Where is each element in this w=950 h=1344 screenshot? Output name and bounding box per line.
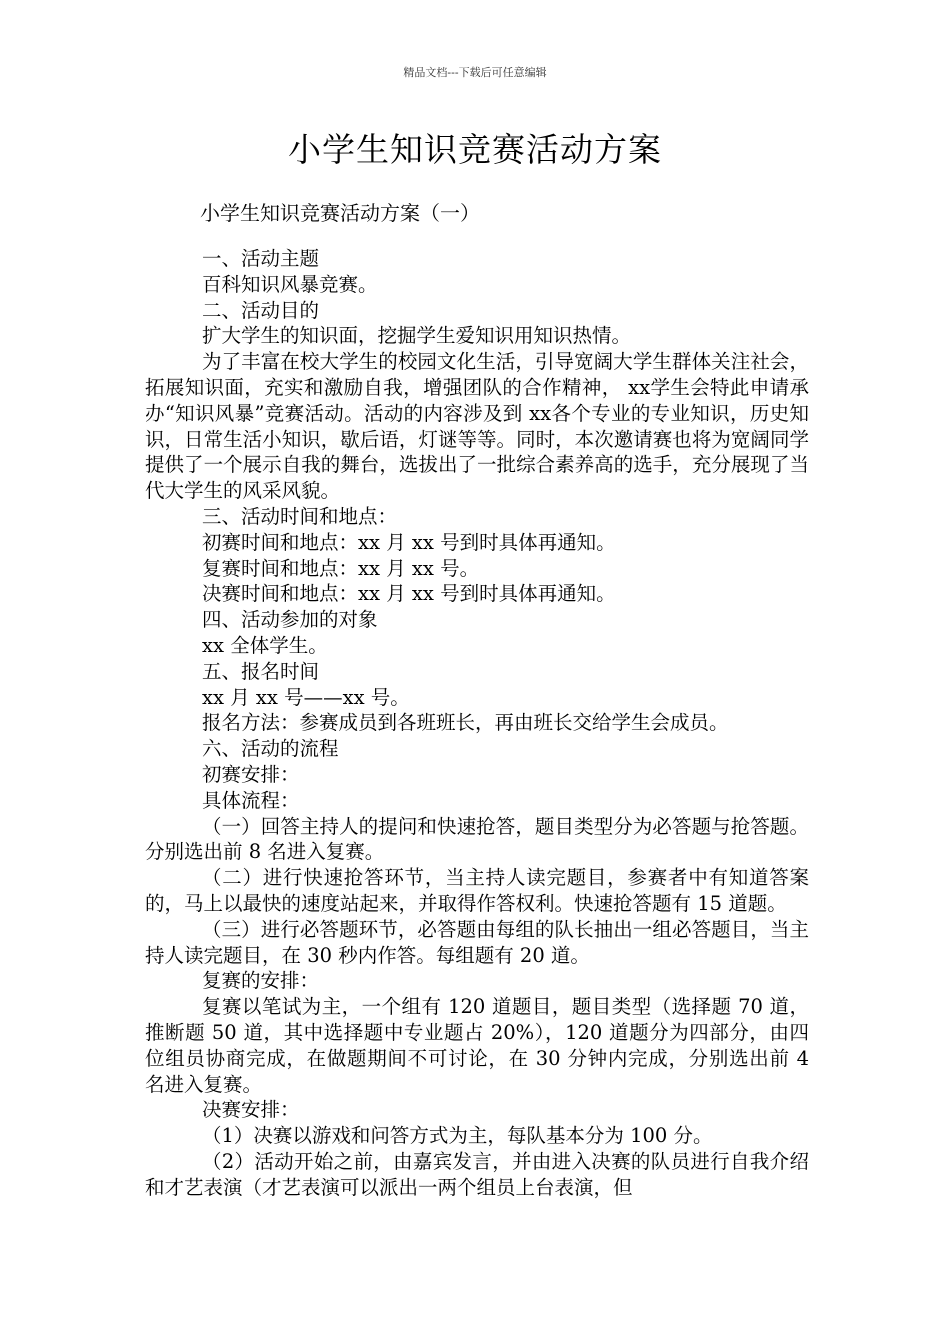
section-heading: 五、报名时间 — [202, 659, 320, 683]
paragraph: 扩大学生的知识面，挖掘学生爱知识用知识热情。 — [202, 324, 632, 348]
paragraph: 决赛安排： — [202, 1098, 300, 1122]
paragraph: 具体流程： — [202, 788, 300, 812]
section-heading: 一、活动主题 — [202, 247, 320, 270]
paragraph: （一）回答主持人的提问和快速抢答，题目类型分为必答题与抢答题。分别选出前 8 名进入复赛。 — [145, 814, 809, 864]
paragraph: （三）进行必答题环节，必答题由每组的队长抽出一组必答题目，当主持人读完题目，在 30 秒内作答。每组题有 20 道。 — [145, 917, 809, 967]
document-title: 小学生知识竞赛活动方案 — [288, 130, 662, 169]
document-subtitle: 小学生知识竞赛活动方案（一） — [200, 201, 480, 225]
document-body — [145, 246, 809, 1200]
paragraph: 初赛时间和地点：xx 月 xx 号到时具体再通知。 — [202, 530, 616, 554]
paragraph: xx 月 xx 号——xx 号。 — [202, 685, 410, 709]
paragraph: 报名方法：参赛成员到各班班长，再由班长交给学生会成员。 — [202, 711, 729, 735]
paragraph: 复赛以笔试为主，一个组有 120 道题目，题目类型（选择题 70 道，推断题 50 道，其中选择题中专业题占 20%），120 道题分为四部分，由四位组员协商完成，在做题期间不可讨论，在 30 分钟内完成，分别选出前 4 名进入复赛。 — [145, 995, 809, 1096]
paragraph: 复赛的安排： — [202, 969, 320, 993]
paragraph: （2）活动开始之前，由嘉宾发言，并由进入决赛的队员进行自我介绍和才艺表演（才艺表演可以派出一两个组员上台表演，但 — [145, 1149, 809, 1199]
paragraph: 为了丰富在校大学生的校园文化生活，引导宽阔大学生群体关注社会，拓展知识面，充实和激励自我，增强团队的合作精神， xx学生会特此申请承办“知识风暴”竞赛活动。活动的内容涉及到 xx各个专业的专业知识，历史知识，日常生活小知识，歇后语，灯谜等等。同时，本次邀请赛也将为宽阔同学提供了一个展示自我的舞台，选拔出了一批综合素养高的选手，充分展现了当代大学生的风采风貌。 — [145, 350, 809, 503]
section-heading: 六、活动的流程 — [202, 737, 339, 761]
section-heading: 三、活动时间和地点： — [202, 504, 398, 528]
page-header: 精品文档---下载后可任意编辑 — [403, 66, 547, 79]
paragraph: （二）进行快速抢答环节，当主持人读完题目，参赛者中有知道答案的，马上以最快的速度站起来，并取得作答权利。快速抢答题有 15 道题。 — [145, 866, 809, 915]
section-heading: 四、活动参加的对象 — [202, 608, 378, 632]
section-heading: 二、活动目的 — [202, 298, 320, 322]
paragraph: 初赛安排： — [202, 762, 300, 786]
paragraph: 复赛时间和地点：xx 月 xx 号。 — [202, 556, 480, 580]
paragraph: （1）决赛以游戏和问答方式为主，每队基本分为 100 分。 — [202, 1124, 713, 1148]
paragraph: 百科知识风暴竞赛。 — [202, 272, 378, 296]
paragraph: xx 全体学生。 — [202, 633, 328, 657]
paragraph: 决赛时间和地点：xx 月 xx 号到时具体再通知。 — [202, 582, 616, 606]
